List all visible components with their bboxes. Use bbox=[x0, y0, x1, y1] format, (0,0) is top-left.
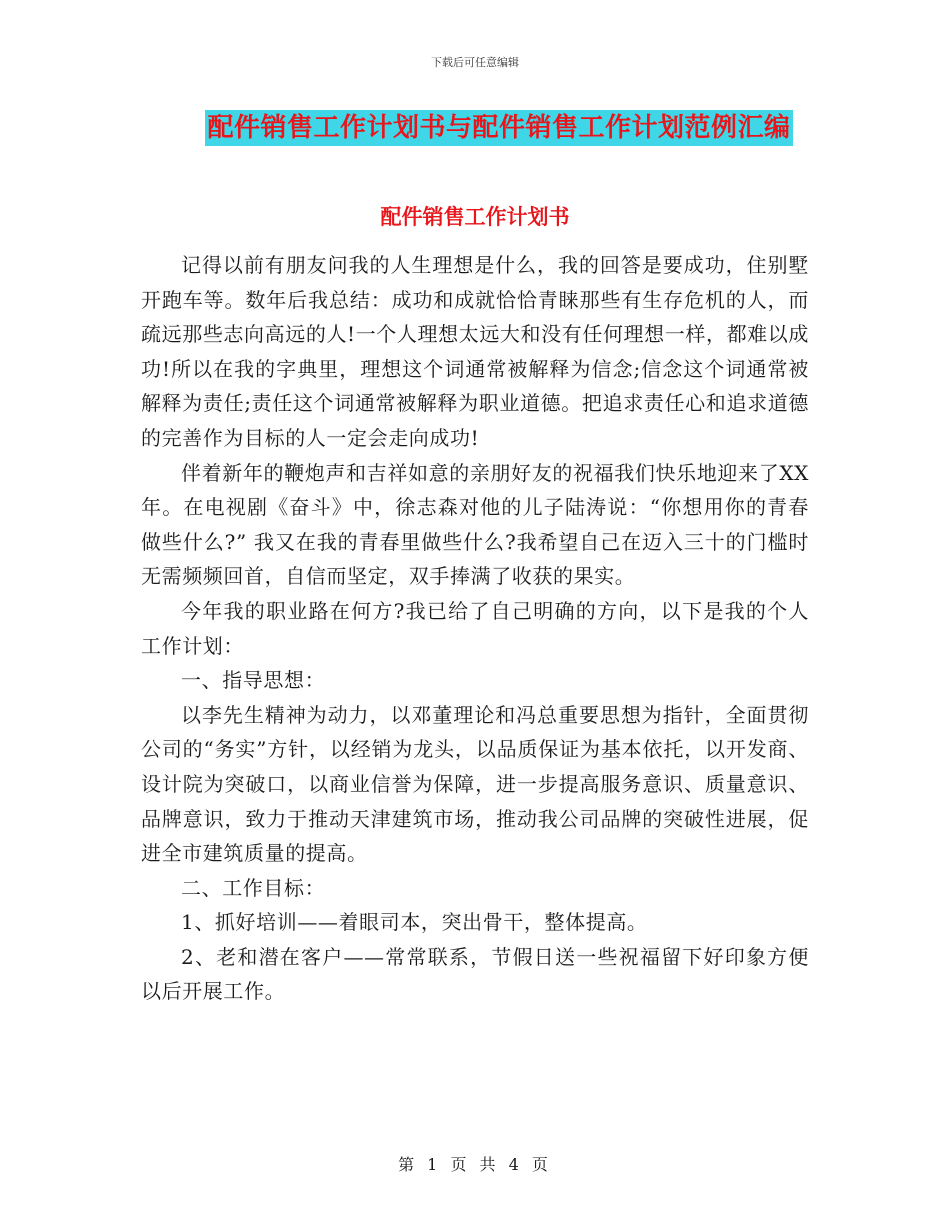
paragraph-guiding-ideology: 以李先生精神为动力，以邓董理论和冯总重要思想为指针，全面贯彻公司的“务实”方针，以经销为龙头，以品质保证为基本依托，以开发商、设计院为突破口，以商业信誉为保障，进一步提高服务意识、质量意识、品牌意识，致力于推动天津建筑市场，推动我公司品牌的突破性进展，促进全市建筑质量的提高。 bbox=[141, 702, 809, 866]
document-title: 配件销售工作计划书与配件销售工作计划范例汇编 bbox=[205, 110, 792, 146]
paragraph-career-direction: 今年我的职业路在何方?我已给了自己明确的方向，以下是我的个人工作计划： bbox=[141, 598, 809, 658]
list-item-goal-1: 1、抓好培训——着眼司本，突出骨干，整体提高。 bbox=[181, 910, 648, 935]
heading-guiding-ideology: 一、指导思想： bbox=[181, 668, 326, 693]
document-body bbox=[141, 248, 809, 1009]
section-title: 配件销售工作计划书 bbox=[380, 205, 570, 229]
paragraph-intro: 记得以前有朋友问我的人生理想是什么，我的回答是要成功，住别墅开跑车等。数年后我总结：成功和成就恰恰青睐那些有生存危机的人，而疏远那些志向高远的人!一个人理想太远大和没有任何理想一样，都难以成功!所以在我的字典里，理想这个词通常被解释为信念;信念这个词通常被解释为责任;责任这个词通常被解释为职业道德。把追求责任心和追求道德的完善作为目标的人一定会走向成功! bbox=[141, 253, 809, 450]
page-footer: 第 1 页 共 4 页 bbox=[398, 1155, 552, 1174]
document-title-container bbox=[0, 110, 950, 146]
header-note: 下载后可任意编辑 bbox=[431, 56, 519, 69]
heading-work-goals: 二、工作目标： bbox=[181, 875, 326, 900]
paragraph-new-year: 伴着新年的鞭炮声和吉祥如意的亲朋好友的祝福我们快乐地迎来了XX年。在电视剧《奋斗》中，徐志森对他的儿子陆涛说：“你想用你的青春做些什么?” 我又在我的青春里做些什么?我希望自己在迈入三十的门槛时无需频频回首，自信而坚定，双手捧满了收获的果实。 bbox=[141, 460, 809, 589]
list-item-goal-2: 2、老和潜在客户——常常联系，节假日送一些祝福留下好印象方便以后开展工作。 bbox=[141, 944, 809, 1004]
